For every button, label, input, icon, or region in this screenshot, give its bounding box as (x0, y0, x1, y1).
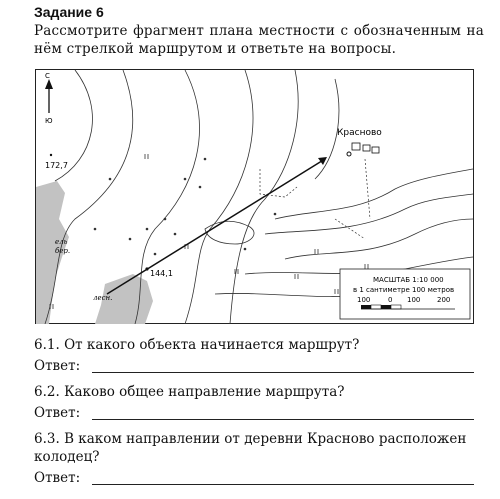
question-6-3 (34, 430, 484, 466)
answer-field-6-2[interactable] (92, 419, 474, 420)
question-6-1 (34, 336, 484, 354)
question-text: В каком направлении от деревни Красново расположен колодец? (34, 431, 467, 465)
forest-label-spruce: ель (55, 238, 68, 246)
scale-tick-1: 100 (357, 296, 371, 304)
village-label: Красново (337, 128, 382, 138)
answer-field-6-3[interactable] (92, 484, 474, 485)
scale-tick-2: 0 (388, 296, 393, 304)
scale-tick-4: 200 (437, 296, 451, 304)
task-intro: Рассмотрите фрагмент плана местности с обозначенным на нём стрелкой маршрутом и ответьте на вопросы. (34, 23, 484, 57)
answer-field-6-1[interactable] (92, 372, 474, 373)
forest-label-lesn: лесн. (93, 294, 113, 302)
height-172: 172,7 (45, 161, 68, 170)
compass-north: С (45, 72, 50, 80)
question-6-2 (34, 383, 484, 401)
answer-label: Ответ: (34, 358, 81, 374)
scale-title: МАСШТАБ 1:10 000 (373, 276, 444, 284)
compass-south: Ю (45, 117, 53, 125)
question-text: Каково общее направление маршрута? (64, 384, 345, 400)
task-title: Задание 6 (34, 4, 104, 20)
answer-label: Ответ: (34, 470, 81, 486)
scale-tick-3: 100 (407, 296, 421, 304)
terrain-map (35, 69, 474, 324)
question-number: 6.1. (34, 337, 60, 353)
question-number: 6.2. (34, 384, 60, 400)
forest-label-birch: бер. (55, 247, 71, 255)
answer-label: Ответ: (34, 405, 81, 421)
question-number: 6.3. (34, 431, 60, 447)
question-text: От какого объекта начинается маршрут? (64, 337, 360, 353)
scale-sub: в 1 сантиметре 100 метров (353, 286, 455, 294)
height-144: 144,1 (150, 269, 173, 278)
